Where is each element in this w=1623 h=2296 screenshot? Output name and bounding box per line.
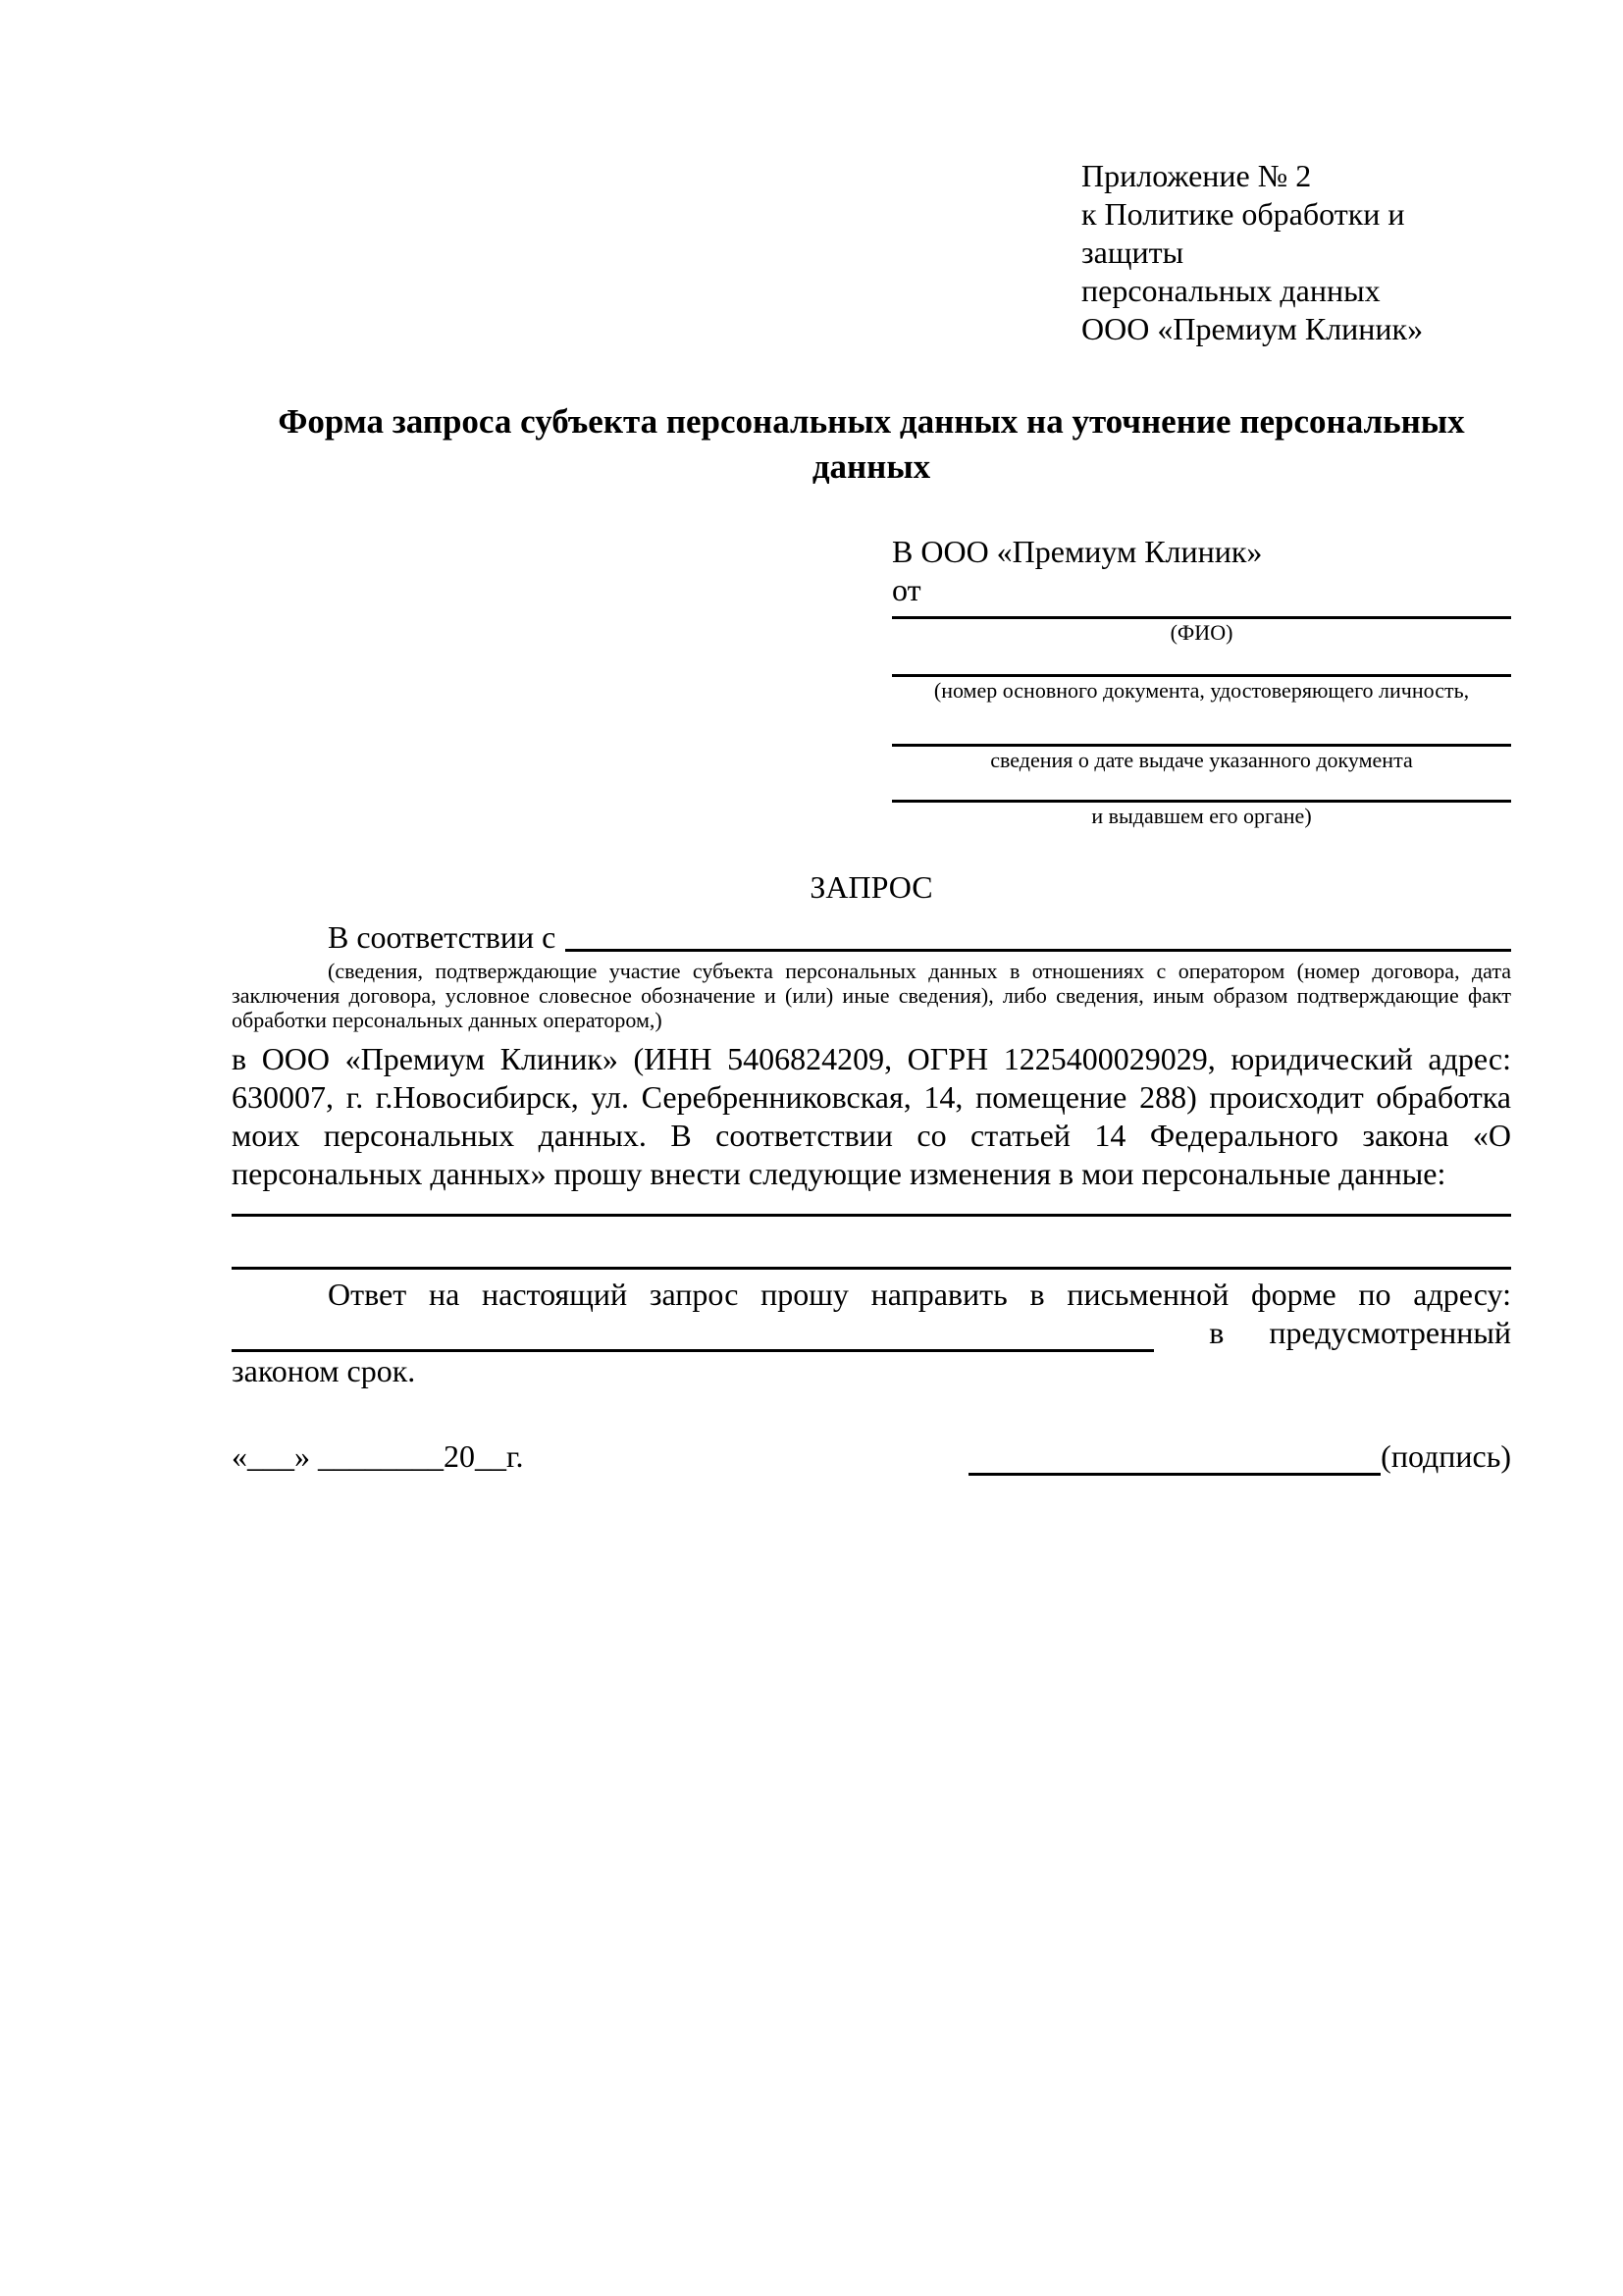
issuing-authority-field xyxy=(892,773,1511,829)
reply-address-blank-line xyxy=(232,1319,1154,1352)
signature-area xyxy=(969,1437,1511,1476)
appendix-note xyxy=(1081,157,1511,348)
date-blank-text: «___» ________20__г. xyxy=(232,1438,524,1474)
issuing-authority-caption: и выдавшем его органе) xyxy=(1091,804,1312,828)
issue-date-field xyxy=(892,704,1511,773)
reply-closing: законом срок. xyxy=(232,1353,416,1388)
fio-field xyxy=(892,609,1511,646)
signature-row xyxy=(232,1437,1511,1476)
accordance-note: (сведения, подтверждающие участие субъекта персональных данных в отношениях с оператором (номер договора, дата заключения договора, условное словесное обозначение и (или) иные сведения), либо сведения, иным образом подтверждающие факт обработки персональных данных оператором,) xyxy=(232,959,1511,1032)
appendix-note-line-1: Приложение № 2 xyxy=(1081,158,1312,193)
issue-date-blank-line xyxy=(892,704,1511,747)
addressee-from-label: от xyxy=(892,572,921,607)
details-blank-line-1 xyxy=(232,1193,1511,1217)
details-blank-line-2 xyxy=(232,1217,1511,1270)
signature-blank-line xyxy=(969,1442,1381,1476)
id-number-field xyxy=(892,646,1511,704)
accordance-lead: В соответствии с xyxy=(328,919,556,955)
reply-tail xyxy=(1154,1314,1511,1352)
accordance-line xyxy=(232,918,1511,957)
document-title: Форма запроса субъекта персональных данных на уточнение персональных данных xyxy=(278,402,1465,486)
body-paragraph: в ООО «Премиум Клиник» (ИНН 5406824209, ОГРН 1225400029029, юридический адрес: 630007, г. г.Новосибирск, ул. Серебренниковская, 14, помещение 288) происходит обработка моих персональных данных. В соответствии со статьей 14 Федерального закона «О персональных данных» прошу внести следующие изменения в мои персональные данные: xyxy=(232,1041,1511,1191)
accordance-blank-line xyxy=(565,918,1511,952)
addressee-to: В ООО «Премиум Клиник» xyxy=(892,534,1263,569)
fio-caption: (ФИО) xyxy=(1170,620,1233,645)
appendix-note-line-4: ООО «Премиум Клиник» xyxy=(1081,311,1424,346)
signature-caption: (подпись) xyxy=(1381,1438,1511,1474)
id-number-caption: (номер основного документа, удостоверяющего личность, xyxy=(933,678,1470,703)
fio-blank-line xyxy=(892,609,1511,619)
appendix-note-line-3: персональных данных xyxy=(1081,273,1381,308)
request-heading: ЗАПРОС xyxy=(810,869,933,905)
id-number-blank-line xyxy=(892,646,1511,677)
reply-tail-word-2: предусмотренный xyxy=(1269,1315,1511,1350)
reply-tail-word-1: в xyxy=(1209,1315,1225,1350)
reply-lead-paragraph: Ответ на настоящий запрос прошу направить в письменной форме по адресу: xyxy=(328,1277,1511,1312)
issuing-authority-blank-line xyxy=(892,773,1511,803)
addressee-block xyxy=(892,533,1511,829)
issue-date-caption: сведения о дате выдаче указанного документа xyxy=(990,748,1413,772)
reply-address-line xyxy=(232,1314,1511,1352)
appendix-note-line-2: к Политике обработки и защиты xyxy=(1081,196,1405,270)
